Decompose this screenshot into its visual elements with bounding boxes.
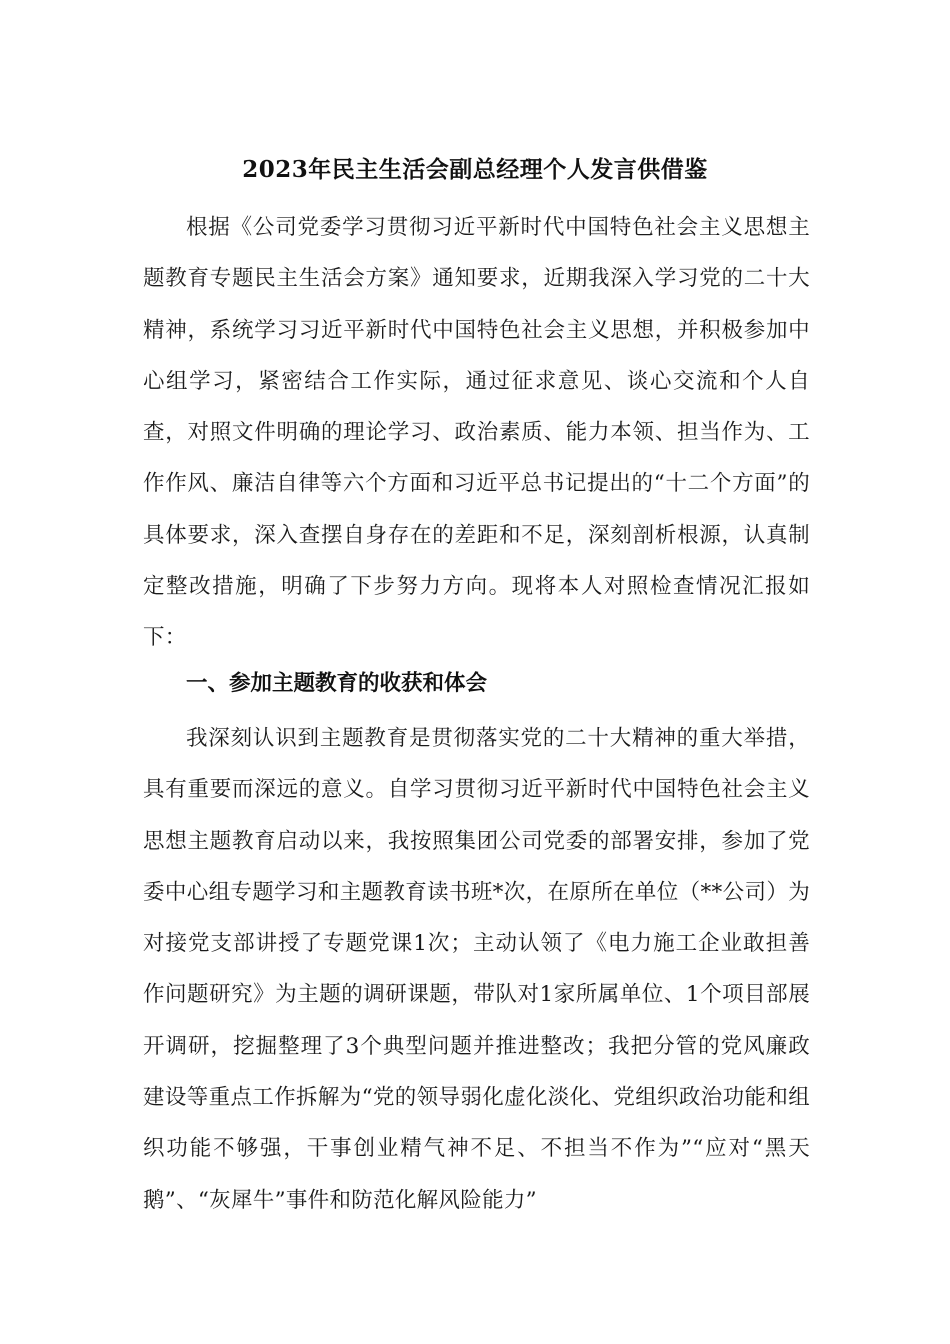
body-paragraph: 我深刻认识到主题教育是贯彻落实党的二十大精神的重大举措，具有重要而深远的意义。自学习贯彻习近平新时代中国特色社会主义思想主题教育启动以来，我按照集团公司党委的部署安排，参加了党委中心组专题学习和主题教育读书班*次，在原所在单位（**公司）为对接党支部讲授了专题党课1次；主动认领了《电力施工企业敢担善作问题研究》为主题的调研课题，带队对1家所属单位、1个项目部展开调研，挖掘整理了3个典型问题并推进整改；我把分管的党风廉政建设等重点工作拆解为“党的领导弱化虚化淡化、党组织政治功能和组织功能不够强，干事创业精气神不足、不担当不作为”“应对“黑天鹅”、“灰犀牛”事件和防范化解风险能力” (143, 726, 810, 1213)
intro-paragraph: 根据《公司党委学习贯彻习近平新时代中国特色社会主义思想主题教育专题民主生活会方案》通知要求，近期我深入学习党的二十大精神，系统学习习近平新时代中国特色社会主义思想，并积极参加中心组学习，紧密结合工作实际，通过征求意见、谈心交流和个人自查，对照文件明确的理论学习、政治素质、能力本领、担当作为、工作作风、廉洁自律等六个方面和习近平总书记提出的“十二个方面”的具体要求，深入查摆自身存在的差距和不足，深刻剖析根源，认真制定整改措施，明确了下步努力方向。现将本人对照检查情况汇报如下： (143, 215, 810, 651)
section-heading: 一、参加主题教育的收获和体会 (186, 671, 488, 696)
document-title: 2023年民主生活会副总经理个人发言供借鉴 (242, 156, 708, 183)
